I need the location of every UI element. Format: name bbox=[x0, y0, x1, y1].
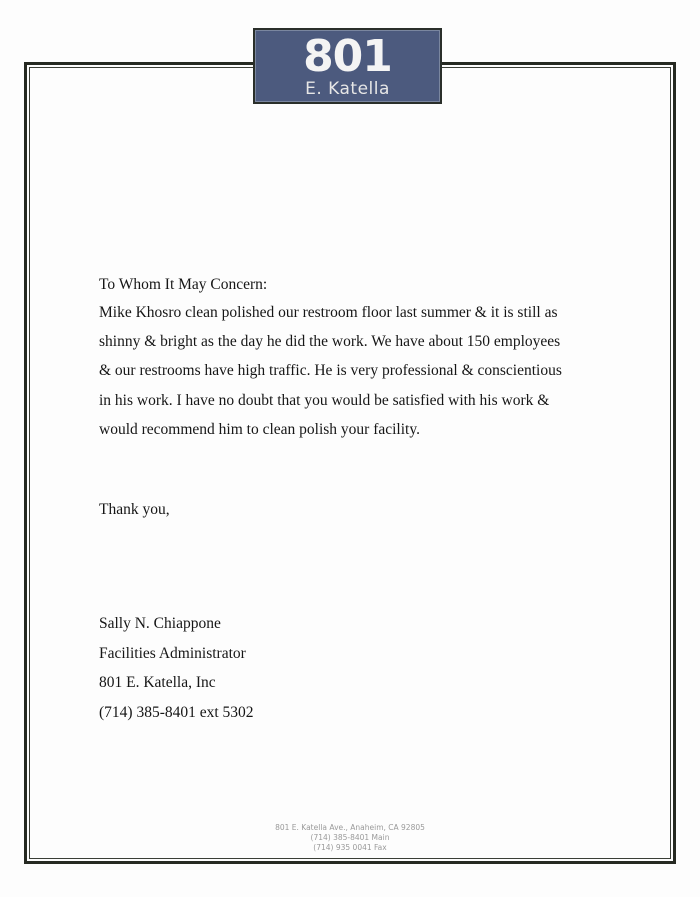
footer-fax: (714) 935 0041 Fax bbox=[313, 843, 387, 852]
signer-company: 801 E. Katella, Inc bbox=[99, 674, 216, 691]
signature-block bbox=[99, 609, 254, 727]
salutation: To Whom It May Concern: bbox=[99, 276, 268, 293]
footer-main-phone: (714) 385-8401 Main bbox=[310, 833, 390, 842]
letter-body bbox=[99, 298, 562, 444]
letterhead-logo bbox=[253, 28, 442, 104]
body-line: would recommend him to clean polish your facility. bbox=[99, 420, 420, 438]
body-line: in his work. I have no doubt that you would be satisfied with his work & bbox=[99, 391, 550, 409]
logo-street: E. Katella bbox=[305, 79, 390, 99]
closing: Thank you, bbox=[99, 501, 170, 518]
signer-title: Facilities Administrator bbox=[99, 644, 246, 662]
page-border-inner bbox=[29, 67, 671, 859]
body-line: & our restrooms have high traffic. He is very professional & conscientious bbox=[99, 362, 562, 380]
body-line: Mike Khosro clean polished our restroom floor last summer & it is still as bbox=[99, 304, 558, 321]
body-line: shinny & bright as the day he did the work. We have about 150 employees bbox=[99, 333, 561, 351]
signer-name: Sally N. Chiappone bbox=[99, 615, 221, 632]
letterhead-footer bbox=[240, 823, 460, 853]
logo-number: 801 bbox=[303, 31, 392, 82]
signer-phone: (714) 385-8401 ext 5302 bbox=[99, 703, 254, 721]
footer-address: 801 E. Katella Ave., Anaheim, CA 92805 bbox=[275, 823, 425, 832]
